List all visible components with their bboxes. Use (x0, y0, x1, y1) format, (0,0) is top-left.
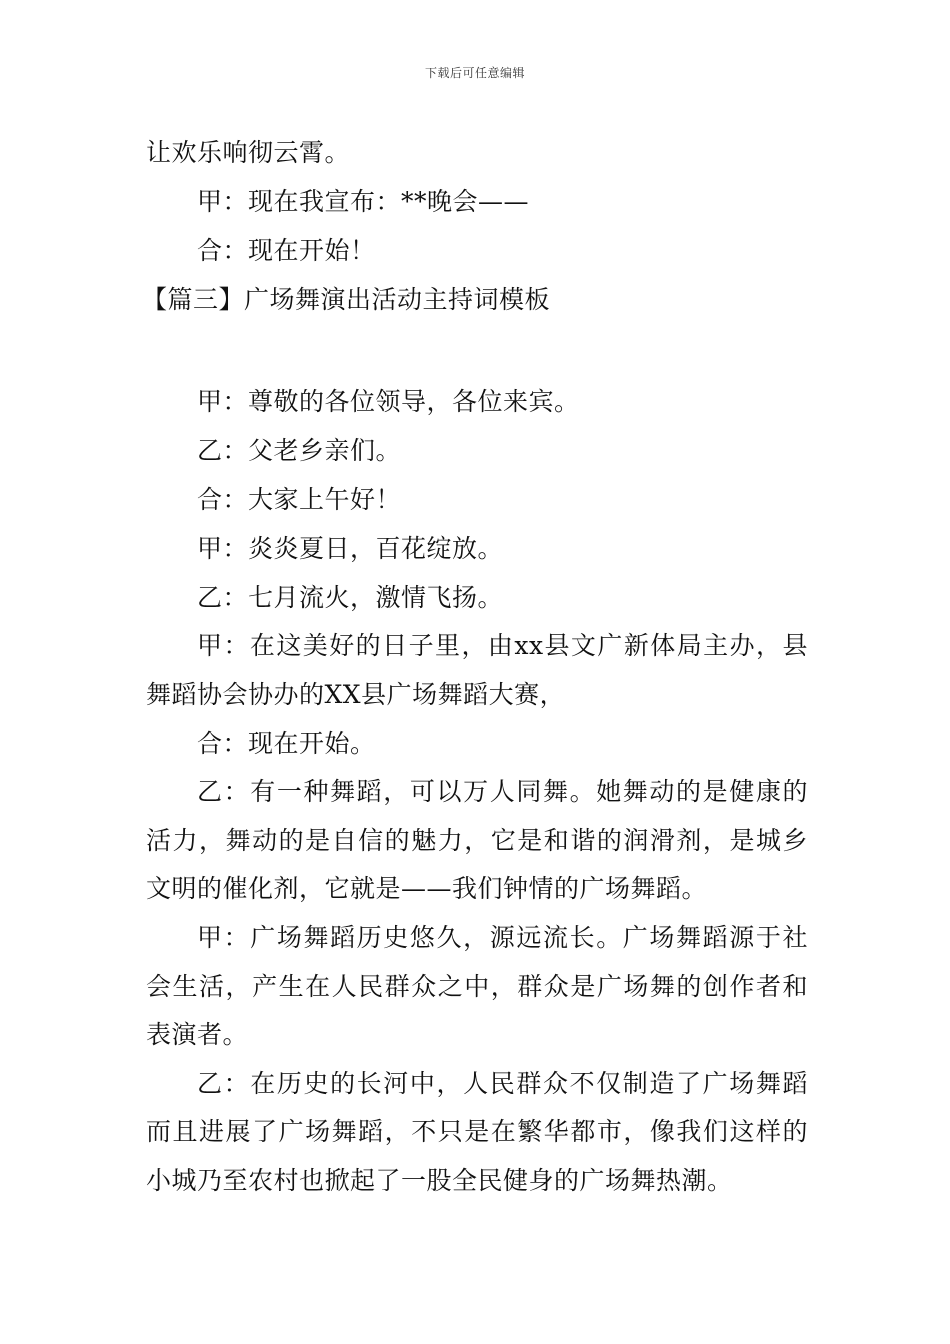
dialogue-paragraph: 乙：在历史的长河中，人民群众不仅制造了广场舞蹈而且进展了广场舞蹈，不只是在繁华都市，像我们这样的小城乃至农村也掀起了一股全民健身的广场舞热潮。 (146, 1068, 808, 1195)
dialogue-line: 合：大家上午好！ (197, 485, 402, 514)
blank-line (146, 324, 808, 377)
dialogue-line: 乙：父老乡亲们。 (197, 436, 402, 465)
text-line: 让欢乐响彻云霄。 (146, 138, 351, 167)
dialogue-line: 合：现在开始。 (197, 729, 376, 759)
dialogue-paragraph: 甲：在这美好的日子里，由xx县文广新体局主办，县舞蹈协会协办的XX县广场舞蹈大赛， (146, 631, 808, 709)
section-title: 【篇三】广场舞演出活动主持词模板 (142, 285, 551, 314)
dialogue-line: 甲：尊敬的各位领导，各位来宾。 (197, 387, 580, 416)
dialogue-line: 甲：炎炎夏日，百花绽放。 (197, 534, 504, 563)
dialogue-paragraph: 乙：有一种舞蹈，可以万人同舞。她舞动的是健康的活力，舞动的是自信的魅力，它是和谐的润滑剂，是城乡文明的催化剂，它就是——我们钟情的广场舞蹈。 (146, 777, 808, 904)
dialogue-paragraph: 甲：广场舞蹈历史悠久，源远流长。广场舞蹈源于社会生活，产生在人民群众之中，群众是广场舞的创作者和表演者。 (146, 922, 808, 1050)
page-header-note: 下载后可任意编辑 (424, 66, 525, 80)
document-body (142, 128, 808, 1206)
dialogue-line: 合：现在开始！ (197, 236, 376, 265)
dialogue-line: 乙：七月流火，激情飞扬。 (197, 583, 504, 612)
dialogue-line: 甲：现在我宣布：**晚会—— (197, 187, 530, 216)
